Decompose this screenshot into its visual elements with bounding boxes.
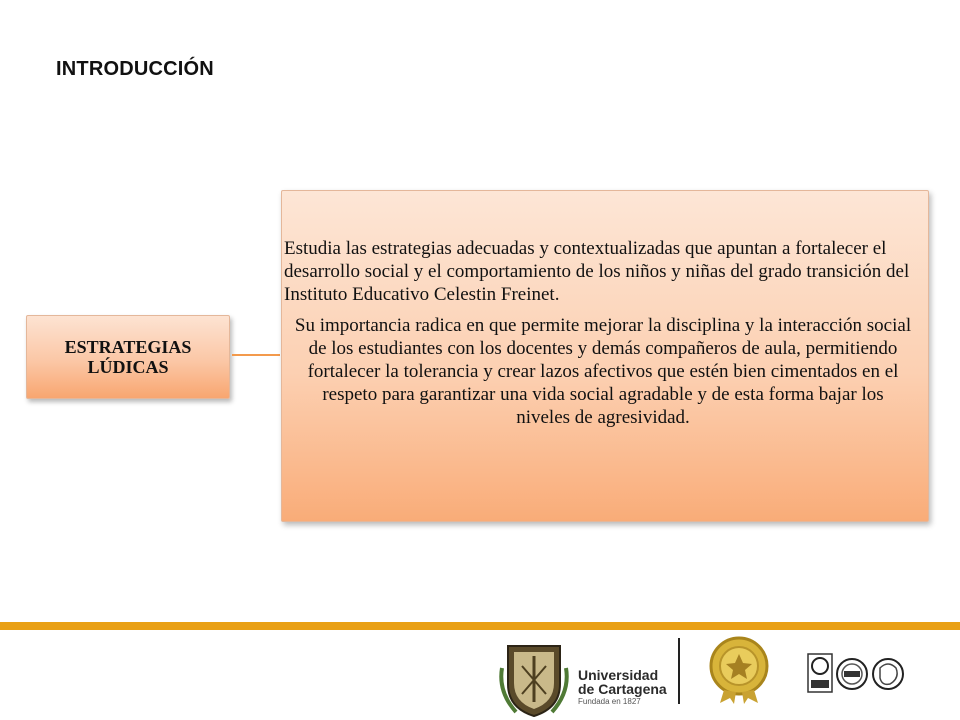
description-box xyxy=(281,190,929,522)
left-box-line1: ESTRATEGIAS xyxy=(64,337,192,357)
university-name xyxy=(578,668,667,707)
left-box-line2: LÚDICAS xyxy=(87,357,169,377)
certification-badges-icon xyxy=(806,652,906,696)
university-crest-icon xyxy=(498,638,570,718)
description-paragraph-1: Estudia las estrategias adecuadas y contextualizadas que apuntan a fortalecer el desarrollo social y el comportamiento de los niños y niñas del grado transición del Instituto Educativo Celestin Freinet. xyxy=(284,238,910,305)
footer-divider xyxy=(678,638,680,704)
university-line2: de Cartagena xyxy=(578,681,667,697)
university-line1: Universidad xyxy=(578,667,659,683)
estrategias-ludicas-box xyxy=(26,315,230,399)
university-line3: Fundada en 1827 xyxy=(578,697,641,706)
connector-line xyxy=(232,354,280,356)
description-paragraph-2: Su importancia radica en que permite mejorar la disciplina y la interacción social de los estudiantes con los docentes y demás compañeros de aula, permitiendo fortalecer la tolerancia y crear lazos afectivos que estén bien cimentados en el respeto para garantizar una vida social agradable y de esta forma bajar los niveles de agresividad. xyxy=(294,315,912,428)
footer-logos xyxy=(0,632,960,720)
gold-seal-icon xyxy=(706,634,772,704)
page-title: INTRODUCCIÓN xyxy=(56,58,214,80)
footer-bar xyxy=(0,622,960,630)
